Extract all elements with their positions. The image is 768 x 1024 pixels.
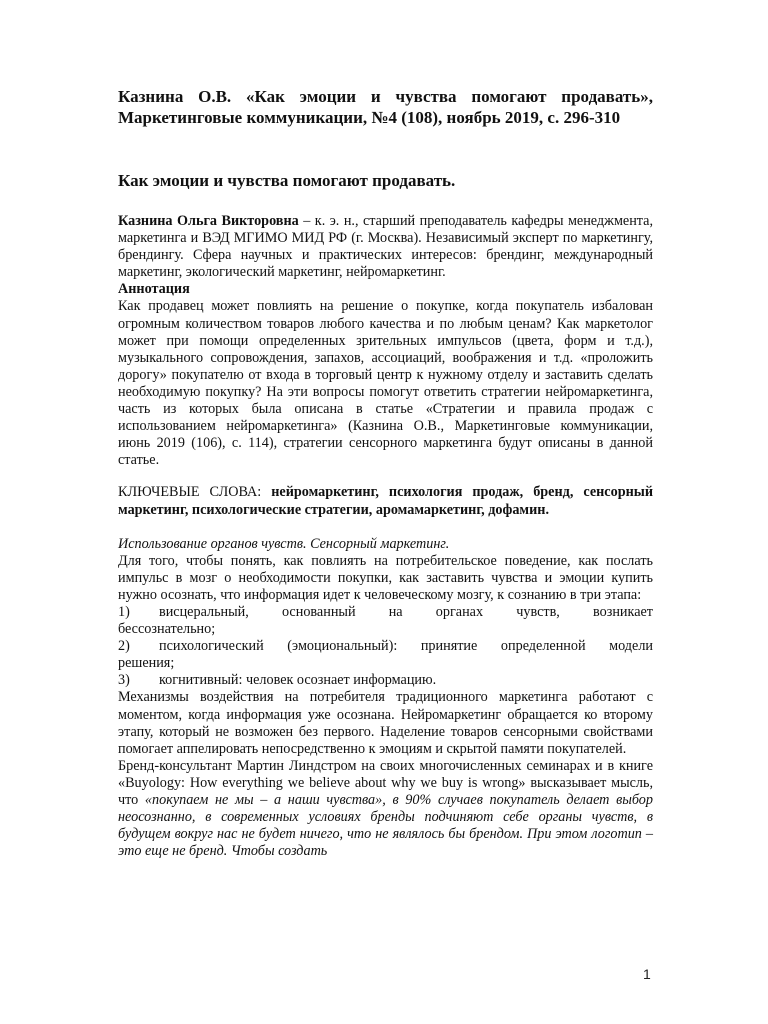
author-name: Казнина Ольга Викторовна xyxy=(118,213,299,229)
list-text: когнитивный: человек осознает информацию. xyxy=(159,672,437,689)
page-number: 1 xyxy=(643,966,651,982)
list-item xyxy=(118,638,653,655)
annotation-heading: Аннотация xyxy=(118,281,190,298)
article-title: Как эмоции и чувства помогают продавать. xyxy=(118,171,456,190)
section-intro: Для того, чтобы понять, как повлиять на потребительское поведение, как послать импульс в мозг о необходимости покупки, как заставить чувства и эмоции купить нужно осознать, что информация идет к человеческому мозгу, к сознанию в три этапа: xyxy=(118,552,653,603)
list-number: 2) xyxy=(118,638,130,655)
list-item xyxy=(118,672,653,689)
list-number: 1) xyxy=(118,603,130,620)
section-heading: Использование органов чувств. Сенсорный маркетинг. xyxy=(118,535,450,552)
keywords-list: нейромаркетинг, психология продаж, бренд, сенсорный маркетинг, психологические стратегии, аромамаркетинг, дофамин. xyxy=(118,484,654,518)
list-continuation: бессознательно; xyxy=(118,621,216,638)
list-item xyxy=(118,604,653,621)
author-info xyxy=(118,213,653,281)
author-bio: – к. э. н., старший преподаватель кафедры менеджмента, маркетинга и ВЭД МГИМО МИД РФ (г. Москва). Независимый эксперт по маркетингу, брендингу. Сфера научных и практических интересов: брендинг, международный маркетинг, экологический маркетинг, нейромаркетинг. xyxy=(118,213,654,281)
citation-header: Казнина О.В. «Как эмоции и чувства помогают продавать», Маркетинговые коммуникации, №4 (108), ноябрь 2019, с. 296-310 xyxy=(118,87,653,127)
list-number: 3) xyxy=(118,672,130,689)
paragraph-lindstrom-plain: Бренд-консультант Мартин Линдстром на своих многочисленных семинарах и в книге «Buyology: How everything we believe about why we buy is wrong» высказывает мысль, что xyxy=(118,757,653,808)
annotation-text: Как продавец может повлиять на решение о покупке, когда покупатель избалован огромным количеством товаров любого качества и по любым ценам? Как маркетолог может при помощи определенных зрительных импульсов (цвета, форм и т.д.), музыкального сопровождения, запахов, ассоциаций, воображения и т.д. «проложить дорогу» покупателю от входа в торговый центр к нужному отделу и заставить сделать необходимую покупку? На эти вопросы помогут ответить стратегии нейромаркетинга, часть из которых была описана в статье «Стратегии и правила продаж с использованием нейромаркетинга» (Казнина О.В., Маркетинговые коммуникации, июнь 2019 (106), с. 114), стратегии сенсорного маркетинга будут описаны в данной статье. xyxy=(118,298,653,469)
keywords xyxy=(118,484,653,518)
document-page xyxy=(118,86,653,860)
paragraph-lindstrom xyxy=(118,758,653,861)
list-text: висцеральный, основанный на органах чувств, возникает xyxy=(159,603,653,620)
paragraph-neuromarketing: Механизмы воздействия на потребителя традиционного маркетинга работают с моментом, когда информация уже осознана. Нейромаркетинг обращается ко второму этапу, который не возможен без первого. Наделение товаров сенсорными свойствами помогает аппелировать непосредственно к эмоциям и скрытой памяти покупателей. xyxy=(118,689,653,757)
list-continuation: решения; xyxy=(118,655,175,672)
list-text: психологический (эмоциональный): принятие определенной модели xyxy=(159,638,653,655)
paragraph-lindstrom-italic: «покупаем не мы – а наши чувства», в 90% случаев покупатель делает выбор неосознанно, в современных условиях бренды подчиняют себе органы чувств, в будущем вокруг нас не будет ничего, что не являлось бы брендом. При этом логотип – это еще не бренд. Чтобы создать xyxy=(118,792,653,860)
keywords-label: КЛЮЧЕВЫЕ СЛОВА: xyxy=(118,484,262,501)
